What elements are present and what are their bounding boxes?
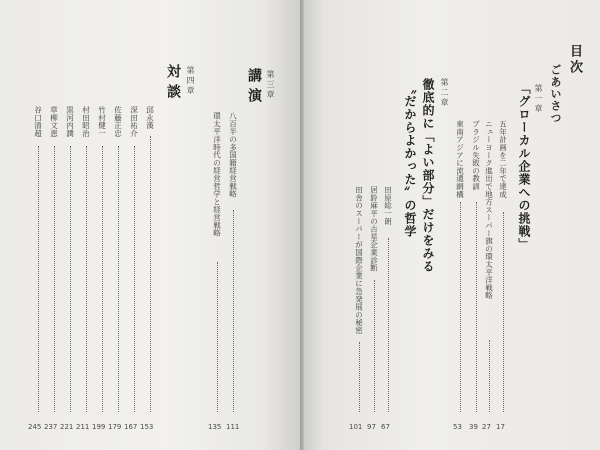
chapter-1-entry: ブラジル失敗の教訓	[471, 120, 481, 191]
chapter-3-label: 第三章	[266, 70, 275, 100]
interview-entry: 谷口清超	[33, 106, 43, 138]
page-number: 245	[28, 423, 42, 431]
chapter-2-title-line-1: 徹底的に「よい部分」だけをみる	[421, 78, 435, 273]
chapter-1-entry: ニューヨーク進出で地方スーパー旗の環太平洋戦略	[484, 120, 494, 300]
page-number: 67	[381, 423, 390, 431]
chapter-3-entry: 環太平洋時代の経営哲学と経営戦略	[212, 112, 222, 237]
page-number: 53	[453, 423, 462, 431]
chapter-4-label: 第四章	[186, 66, 195, 96]
leader-dots	[388, 238, 389, 412]
page-number: 39	[469, 423, 478, 431]
page-number: 199	[92, 423, 106, 431]
chapter-4-title: 対談	[165, 64, 181, 104]
interview-entry: 深田祐介	[129, 106, 139, 138]
page-number: 101	[349, 423, 363, 431]
leader-dots	[217, 262, 218, 412]
page-number: 167	[124, 423, 138, 431]
interview-entry: 邱永漢	[145, 106, 155, 130]
chapter-1-label: 第一章	[534, 84, 543, 114]
chapter-2-label: 第二章	[440, 78, 449, 108]
page-number: 237	[44, 423, 58, 431]
page-number: 17	[496, 423, 505, 431]
page-number: 221	[60, 423, 74, 431]
chapter-2-title-line-2: 〝だからよかった〟の哲学	[403, 82, 417, 238]
interview-entry: 佐藤正忠	[113, 106, 123, 138]
leader-dots	[476, 202, 477, 412]
leader-dots	[70, 146, 71, 412]
leader-dots	[86, 146, 87, 412]
leader-dots	[118, 146, 119, 412]
interview-entry: 黒河内潤	[65, 106, 75, 138]
page-number: 111	[226, 423, 240, 431]
leader-dots	[150, 136, 151, 412]
leader-dots	[489, 340, 490, 412]
leader-dots	[38, 146, 39, 412]
interview-entry: 草柳文恵	[49, 106, 59, 138]
leader-dots	[134, 146, 135, 412]
chapter-3-entry: 八百半の多国籍経営戦略	[228, 112, 238, 198]
leader-dots	[233, 210, 234, 412]
interview-entry: 村田昭治	[81, 106, 91, 138]
greeting: ごあいさつ	[549, 64, 562, 124]
page-number: 179	[108, 423, 122, 431]
leader-dots	[54, 146, 55, 412]
leader-dots	[460, 202, 461, 412]
page-number: 27	[482, 423, 491, 431]
leader-dots	[374, 280, 375, 412]
leader-dots	[503, 212, 504, 412]
page-number: 97	[367, 423, 376, 431]
toc-title: 目次	[567, 44, 582, 76]
right-page	[300, 0, 600, 450]
chapter-2-entry: 田原総一朗	[383, 186, 393, 225]
chapter-1-entry: 五年計画を二年で達成	[498, 120, 508, 198]
page-number: 153	[140, 423, 154, 431]
chapter-3-title: 講演	[246, 68, 262, 108]
chapter-1-title: 「グローカル企業への挑戦」	[517, 82, 531, 251]
interview-entry: 竹村健一	[97, 106, 107, 138]
chapter-2-entry: 居鈴麻平の古星企業診断	[369, 186, 379, 272]
page-number: 211	[76, 423, 90, 431]
chapter-1-entry: 東南アジアに流通網構	[455, 120, 465, 198]
leader-dots	[102, 146, 103, 412]
chapter-2-entry: 田舎のスーパーが国際企業に急発展の秘密	[354, 186, 364, 335]
page-number: 135	[208, 423, 222, 431]
leader-dots	[359, 342, 360, 412]
